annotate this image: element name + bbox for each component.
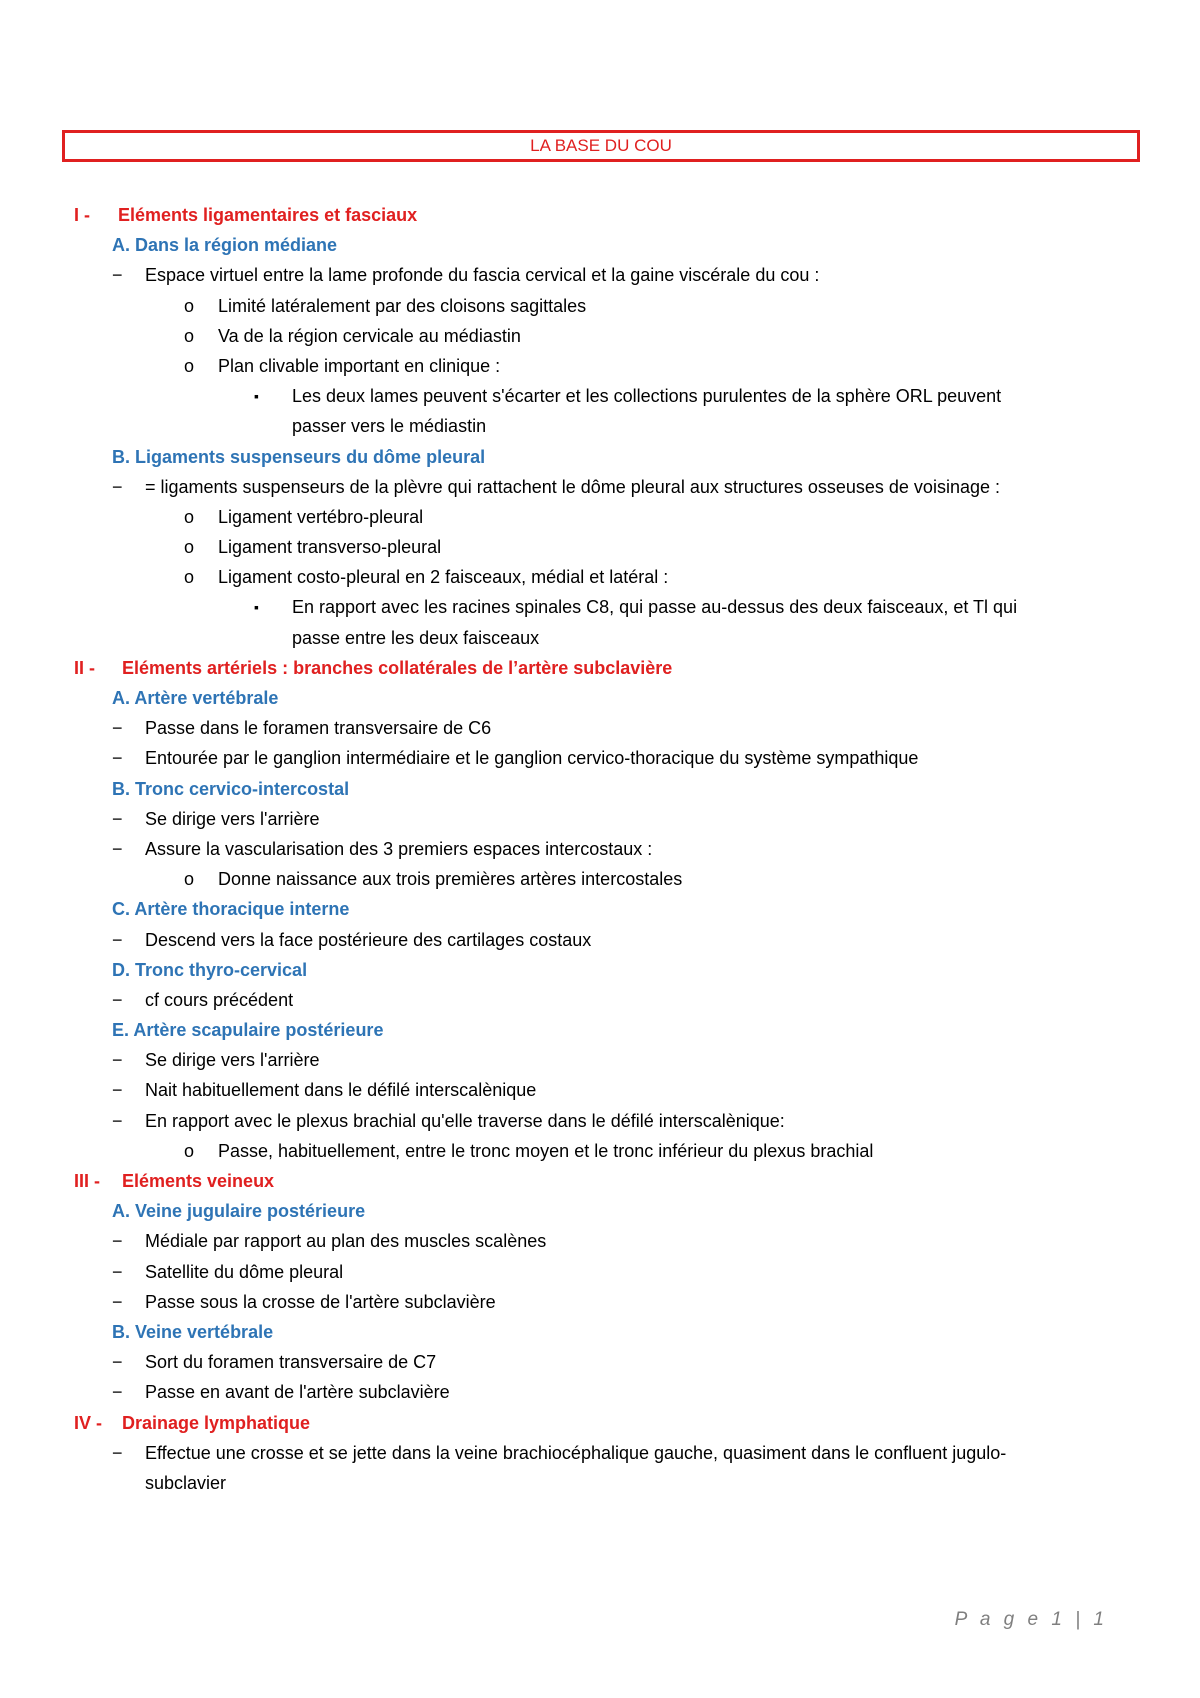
section-heading: III - Eléments veineux: [74, 1171, 275, 1191]
dash-bullet-icon: −: [112, 1442, 123, 1463]
dash-bullet-continuation: subclavier: [145, 1472, 227, 1493]
dash-bullet-item: − Sort du foramen transversaire de C7: [74, 1347, 1134, 1377]
subsection-heading: B. Tronc cervico-intercostal: [112, 778, 350, 799]
circle-bullet-item: o Donne naissance aux trois premières artères intercostales: [74, 864, 1134, 894]
circle-bullet-icon: o: [184, 506, 195, 527]
dash-bullet-icon: −: [112, 265, 123, 286]
dash-bullet-item: − Se dirige vers l'arrière: [74, 1045, 1134, 1075]
square-bullet-icon: ▪: [254, 599, 259, 616]
subsection-heading: A. Dans la région médiane: [112, 235, 338, 256]
dash-bullet-icon: −: [112, 1231, 123, 1252]
page-number: P a g e 1 | 1: [954, 1609, 1108, 1630]
dash-bullet-icon: −: [112, 838, 123, 859]
circle-bullet-item: o Plan clivable important en clinique :: [74, 351, 1134, 381]
dash-bullet-icon: −: [112, 929, 123, 950]
dash-bullet-icon: −: [112, 808, 123, 829]
dash-bullet-icon: −: [112, 1291, 123, 1312]
dash-bullet-icon: −: [112, 476, 123, 497]
dash-bullet-item: − Nait habituellement dans le défilé interscalènique: [74, 1075, 1134, 1105]
dash-bullet-item: − Passe dans le foramen transversaire de C6: [74, 713, 1134, 743]
circle-bullet-icon: o: [184, 325, 195, 346]
dash-bullet-item: − = ligaments suspenseurs de la plèvre qui rattachent le dôme pleural aux structures osseuses de voisinage :: [74, 472, 1134, 502]
dash-bullet-icon: −: [112, 748, 123, 769]
dash-bullet-icon: −: [112, 1382, 123, 1403]
dash-bullet-item: − cf cours précédent: [74, 985, 1134, 1015]
dash-bullet-icon: −: [112, 718, 123, 739]
subsection-heading: D. Tronc thyro-cervical: [112, 959, 308, 980]
section-heading: II - Eléments artériels : branches collatérales de l’artère subclavière: [74, 657, 673, 678]
dash-bullet-item: − Effectue une crosse et se jette dans la veine brachiocéphalique gauche, quasiment dans le confluent jugulo-: [74, 1438, 1134, 1468]
dash-bullet-icon: −: [112, 1352, 123, 1373]
circle-bullet-item: o Ligament vertébro-pleural: [74, 502, 1134, 532]
subsection-heading: C. Artère thoracique interne: [112, 899, 350, 920]
document-body: [74, 200, 1134, 1498]
square-bullet-item: ▪ Les deux lames peuvent s'écarter et les collections purulentes de la sphère ORL peuvent: [74, 381, 1134, 411]
circle-bullet-item: o Ligament costo-pleural en 2 faisceaux, médial et latéral :: [74, 562, 1134, 592]
circle-bullet-icon: o: [184, 295, 195, 316]
dash-bullet-item: − Descend vers la face postérieure des cartilages costaux: [74, 925, 1134, 955]
dash-bullet-item: − Entourée par le ganglion intermédiaire et le ganglion cervico-thoracique du système sympathique: [74, 743, 1134, 773]
dash-bullet-item: − Espace virtuel entre la lame profonde du fascia cervical et la gaine viscérale du cou :: [74, 260, 1134, 290]
square-bullet-icon: ▪: [254, 388, 259, 405]
dash-bullet-item: − Satellite du dôme pleural: [74, 1257, 1134, 1287]
dash-bullet-icon: −: [112, 989, 123, 1010]
dash-bullet-icon: −: [112, 1110, 123, 1131]
circle-bullet-icon: o: [184, 355, 195, 376]
circle-bullet-icon: o: [184, 537, 195, 558]
dash-bullet-icon: −: [112, 1050, 123, 1071]
circle-bullet-icon: o: [184, 1140, 195, 1161]
section-heading: IV - Drainage lymphatique: [74, 1412, 311, 1433]
dash-bullet-item: − Assure la vascularisation des 3 premiers espaces intercostaux :: [74, 834, 1134, 864]
dash-bullet-item: − En rapport avec le plexus brachial qu'elle traverse dans le défilé interscalènique:: [74, 1106, 1134, 1136]
dash-bullet-item: − Se dirige vers l'arrière: [74, 804, 1134, 834]
circle-bullet-item: o Limité latéralement par des cloisons sagittales: [74, 291, 1134, 321]
subsection-heading: E. Artère scapulaire postérieure: [112, 1020, 384, 1041]
circle-bullet-icon: o: [184, 869, 195, 890]
square-bullet-item: ▪ En rapport avec les racines spinales C8, qui passe au-dessus des deux faisceaux, et Tl qui: [74, 592, 1134, 622]
subsection-heading: B. Veine vertébrale: [112, 1321, 274, 1342]
circle-bullet-item: o Va de la région cervicale au médiastin: [74, 321, 1134, 351]
dash-bullet-item: − Passe sous la crosse de l'artère subclavière: [74, 1287, 1134, 1317]
dash-bullet-icon: −: [112, 1080, 123, 1101]
dash-bullet-item: − Médiale par rapport au plan des muscles scalènes: [74, 1226, 1134, 1256]
subsection-heading: A. Artère vertébrale: [112, 688, 279, 708]
circle-bullet-item: o Passe, habituellement, entre le tronc moyen et le tronc inférieur du plexus brachial: [74, 1136, 1134, 1166]
subsection-heading: B. Ligaments suspenseurs du dôme pleural: [112, 446, 486, 467]
dash-bullet-icon: −: [112, 1261, 123, 1282]
square-bullet-continuation: passe entre les deux faisceaux: [292, 627, 540, 648]
subsection-heading: A. Veine jugulaire postérieure: [112, 1201, 366, 1222]
section-heading: I - Eléments ligamentaires et fasciaux: [74, 205, 418, 225]
square-bullet-continuation: passer vers le médiastin: [292, 416, 487, 437]
circle-bullet-icon: o: [184, 567, 195, 588]
document-title: LA BASE DU COU: [62, 130, 1140, 162]
dash-bullet-item: − Passe en avant de l'artère subclavière: [74, 1377, 1134, 1407]
circle-bullet-item: o Ligament transverso-pleural: [74, 532, 1134, 562]
